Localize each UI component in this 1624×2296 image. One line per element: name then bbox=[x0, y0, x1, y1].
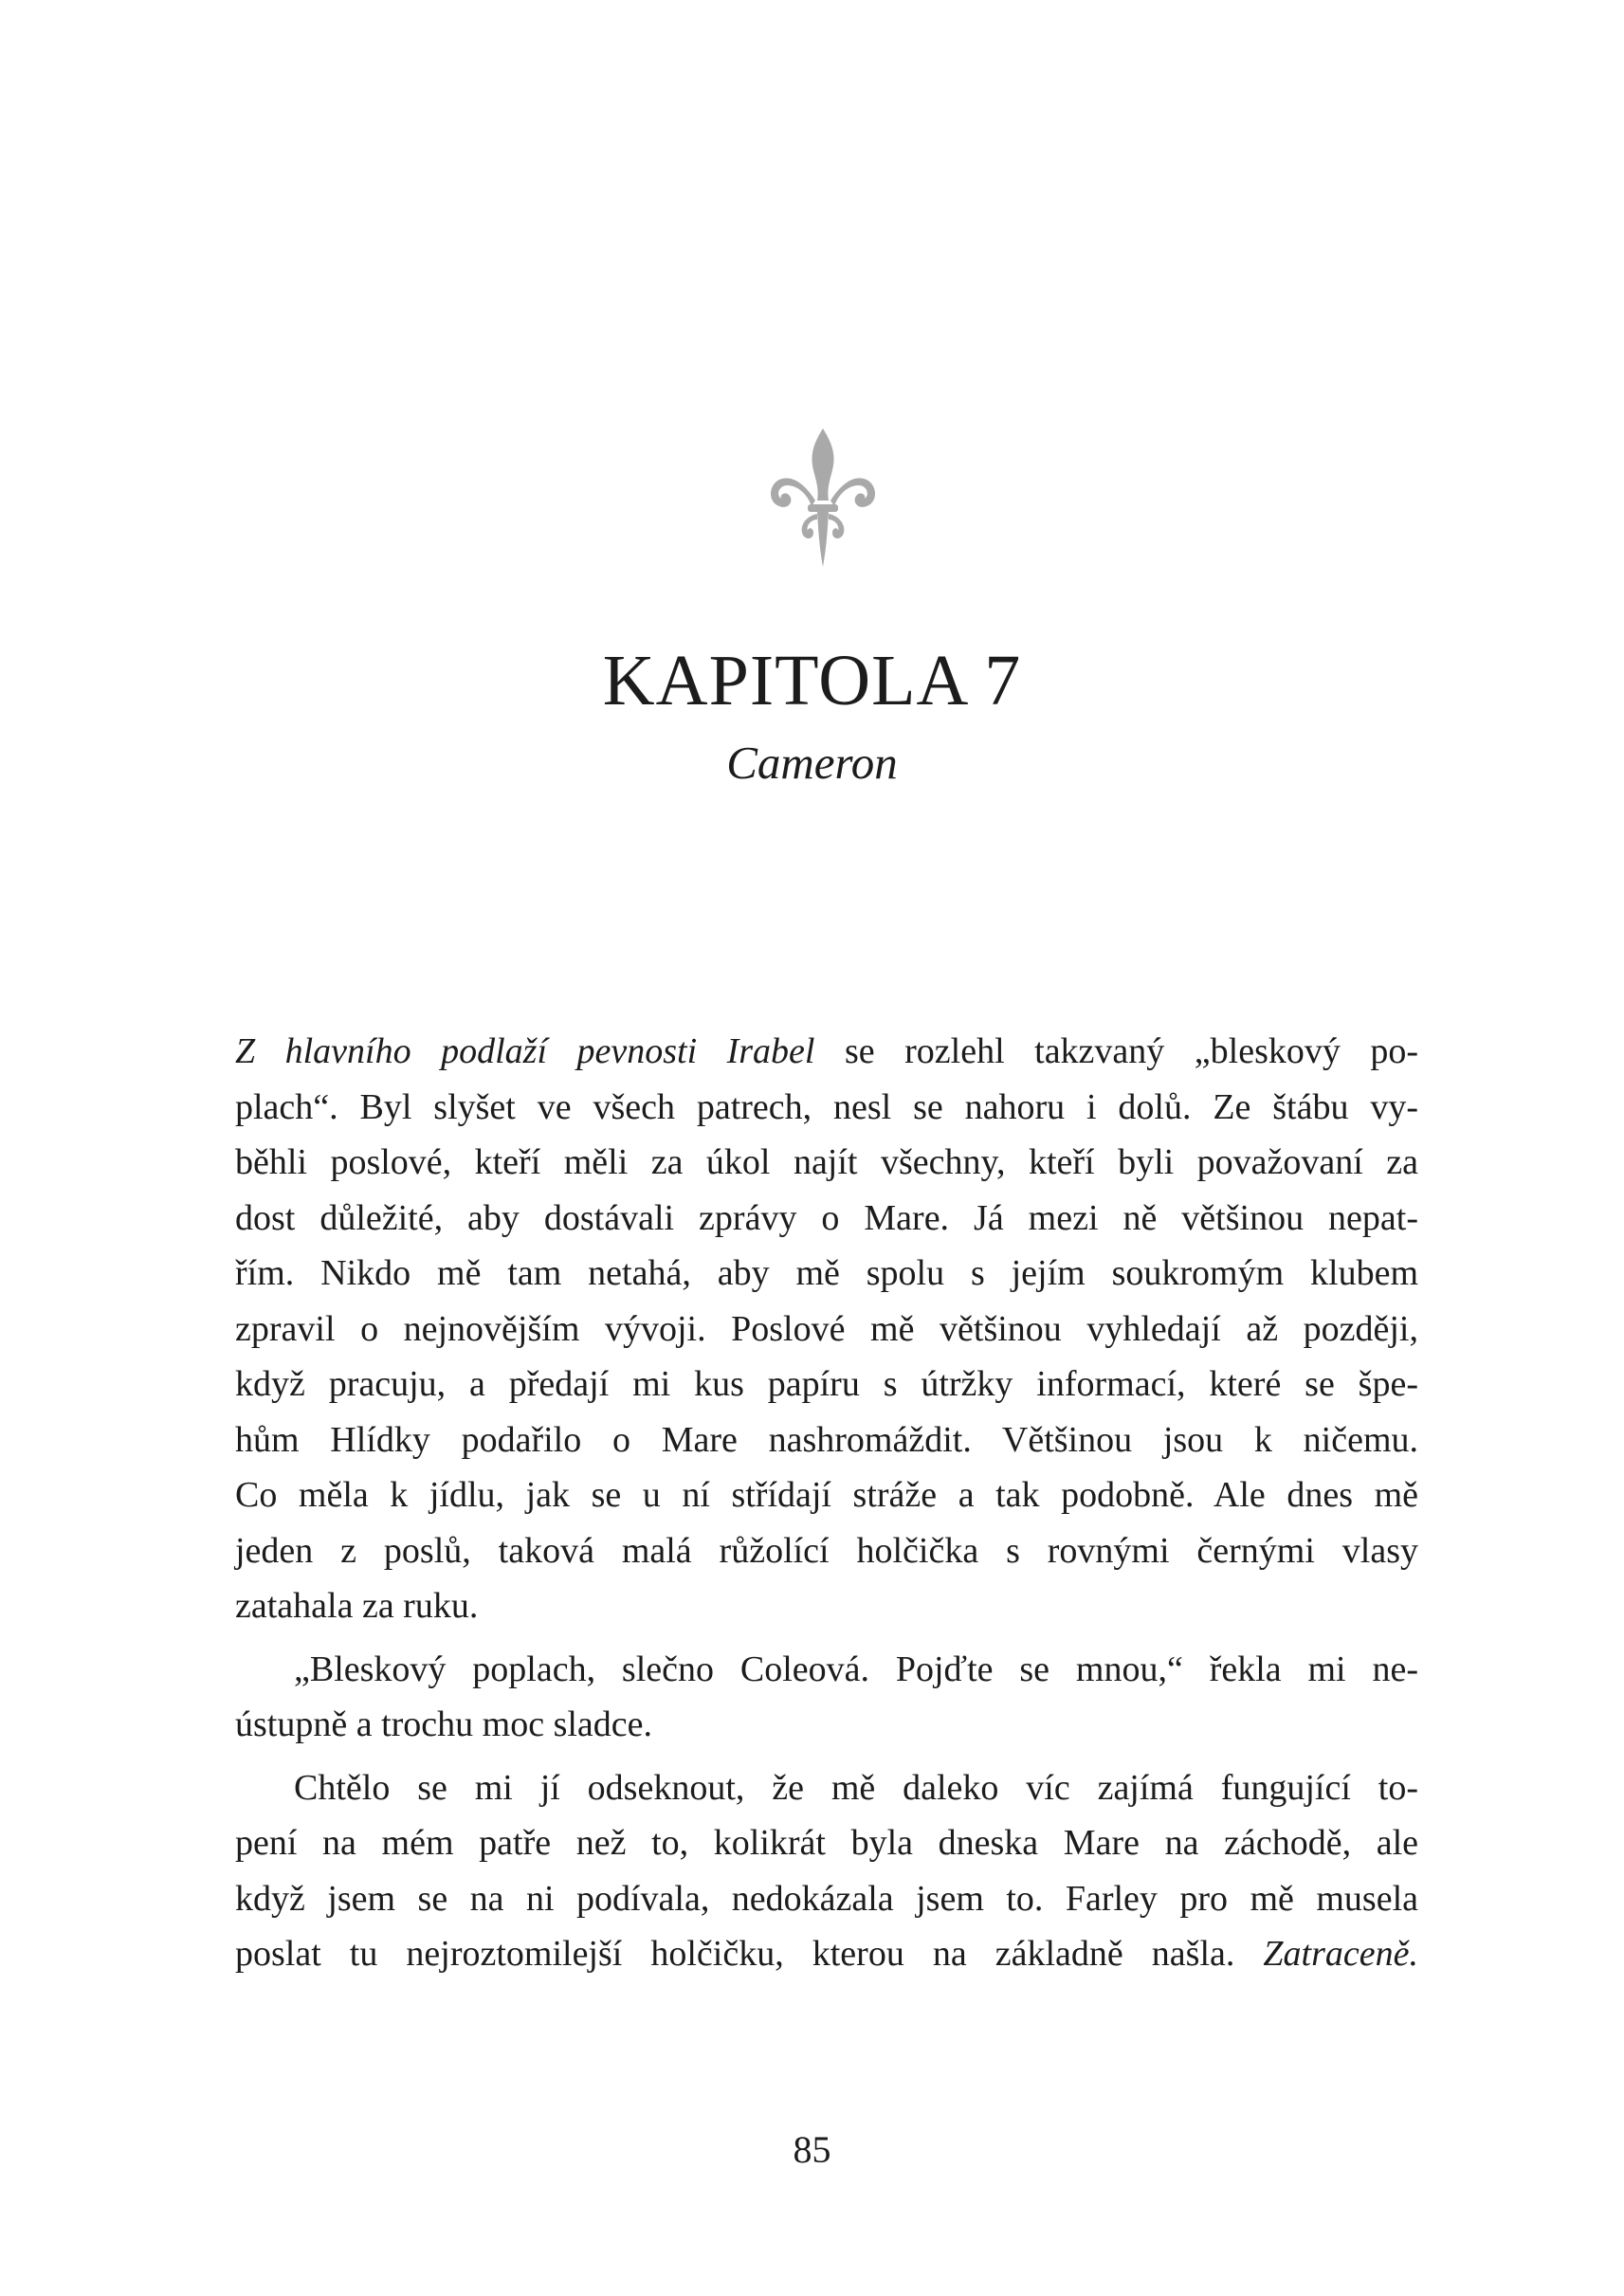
paragraph bbox=[235, 1760, 1418, 1982]
text-line: když pracuju, a předají mi kus papíru s útržky informací, které se špe- bbox=[235, 1364, 1418, 1404]
body-text bbox=[235, 1024, 1418, 1982]
text-line: řím. Nikdo mě tam netahá, aby mě spolu s jejím soukromým klubem bbox=[235, 1253, 1418, 1293]
text-line: poslat tu nejroztomilejší holčičku, kterou na základně našla. Zatraceně. bbox=[235, 1934, 1418, 1974]
text-line: Co měla k jídlu, jak se u ní střídají stráže a tak podobně. Ale dnes mě bbox=[235, 1475, 1418, 1515]
text-line: zpravil o nejnovějším vývoji. Poslové mě většinou vyhledají až později, bbox=[235, 1308, 1418, 1349]
text-line: plach“. Byl slyšet ve všech patrech, nesl se nahoru i dolů. Ze štábu vy- bbox=[235, 1086, 1418, 1127]
text-line: ústupně a trochu moc sladce. bbox=[235, 1704, 653, 1744]
text-line: hům Hlídky podařilo o Mare nashromáždit. Většinou jsou k ničemu. bbox=[235, 1419, 1418, 1460]
paragraph bbox=[235, 1024, 1418, 1634]
text-line: když jsem se na ni podívala, nedokázala jsem to. Farley pro mě musela bbox=[235, 1878, 1418, 1919]
text-line: dost důležité, aby dostávali zprávy o Mare. Já mezi ně většinou nepat- bbox=[235, 1197, 1418, 1238]
text-line: běhli poslové, kteří měli za úkol najít všechny, kteří byli považovaní za bbox=[235, 1142, 1418, 1182]
text-line: „Bleskový poplach, slečno Coleová. Pojďte se mnou,“ řekla mi ne- bbox=[294, 1649, 1418, 1689]
chapter-title: KAPITOLA 7 bbox=[602, 641, 1022, 720]
text-line: zatahala za ruku. bbox=[235, 1586, 479, 1626]
italic-phrase: Zatraceně. bbox=[1263, 1934, 1418, 1974]
fleur-de-lis-icon bbox=[764, 427, 882, 569]
paragraph bbox=[235, 1642, 1418, 1753]
text-line: Z hlavního podlaží pevnosti Irabel se rozlehl takzvaný „bleskový po- bbox=[235, 1031, 1419, 1071]
page-number: 85 bbox=[793, 2128, 831, 2171]
text-line: Chtělo se mi jí odseknout, že mě daleko víc zajímá fungující to- bbox=[294, 1767, 1418, 1808]
italic-phrase: Z hlavního podlaží pevnosti Irabel bbox=[235, 1031, 815, 1071]
chapter-subtitle: Cameron bbox=[726, 737, 898, 789]
text-line: pení na mém patře než to, kolikrát byla dneska Mare na záchodě, ale bbox=[235, 1823, 1418, 1863]
text-line: jeden z poslů, taková malá růžolící holčička s rovnými černými vlasy bbox=[235, 1530, 1418, 1571]
